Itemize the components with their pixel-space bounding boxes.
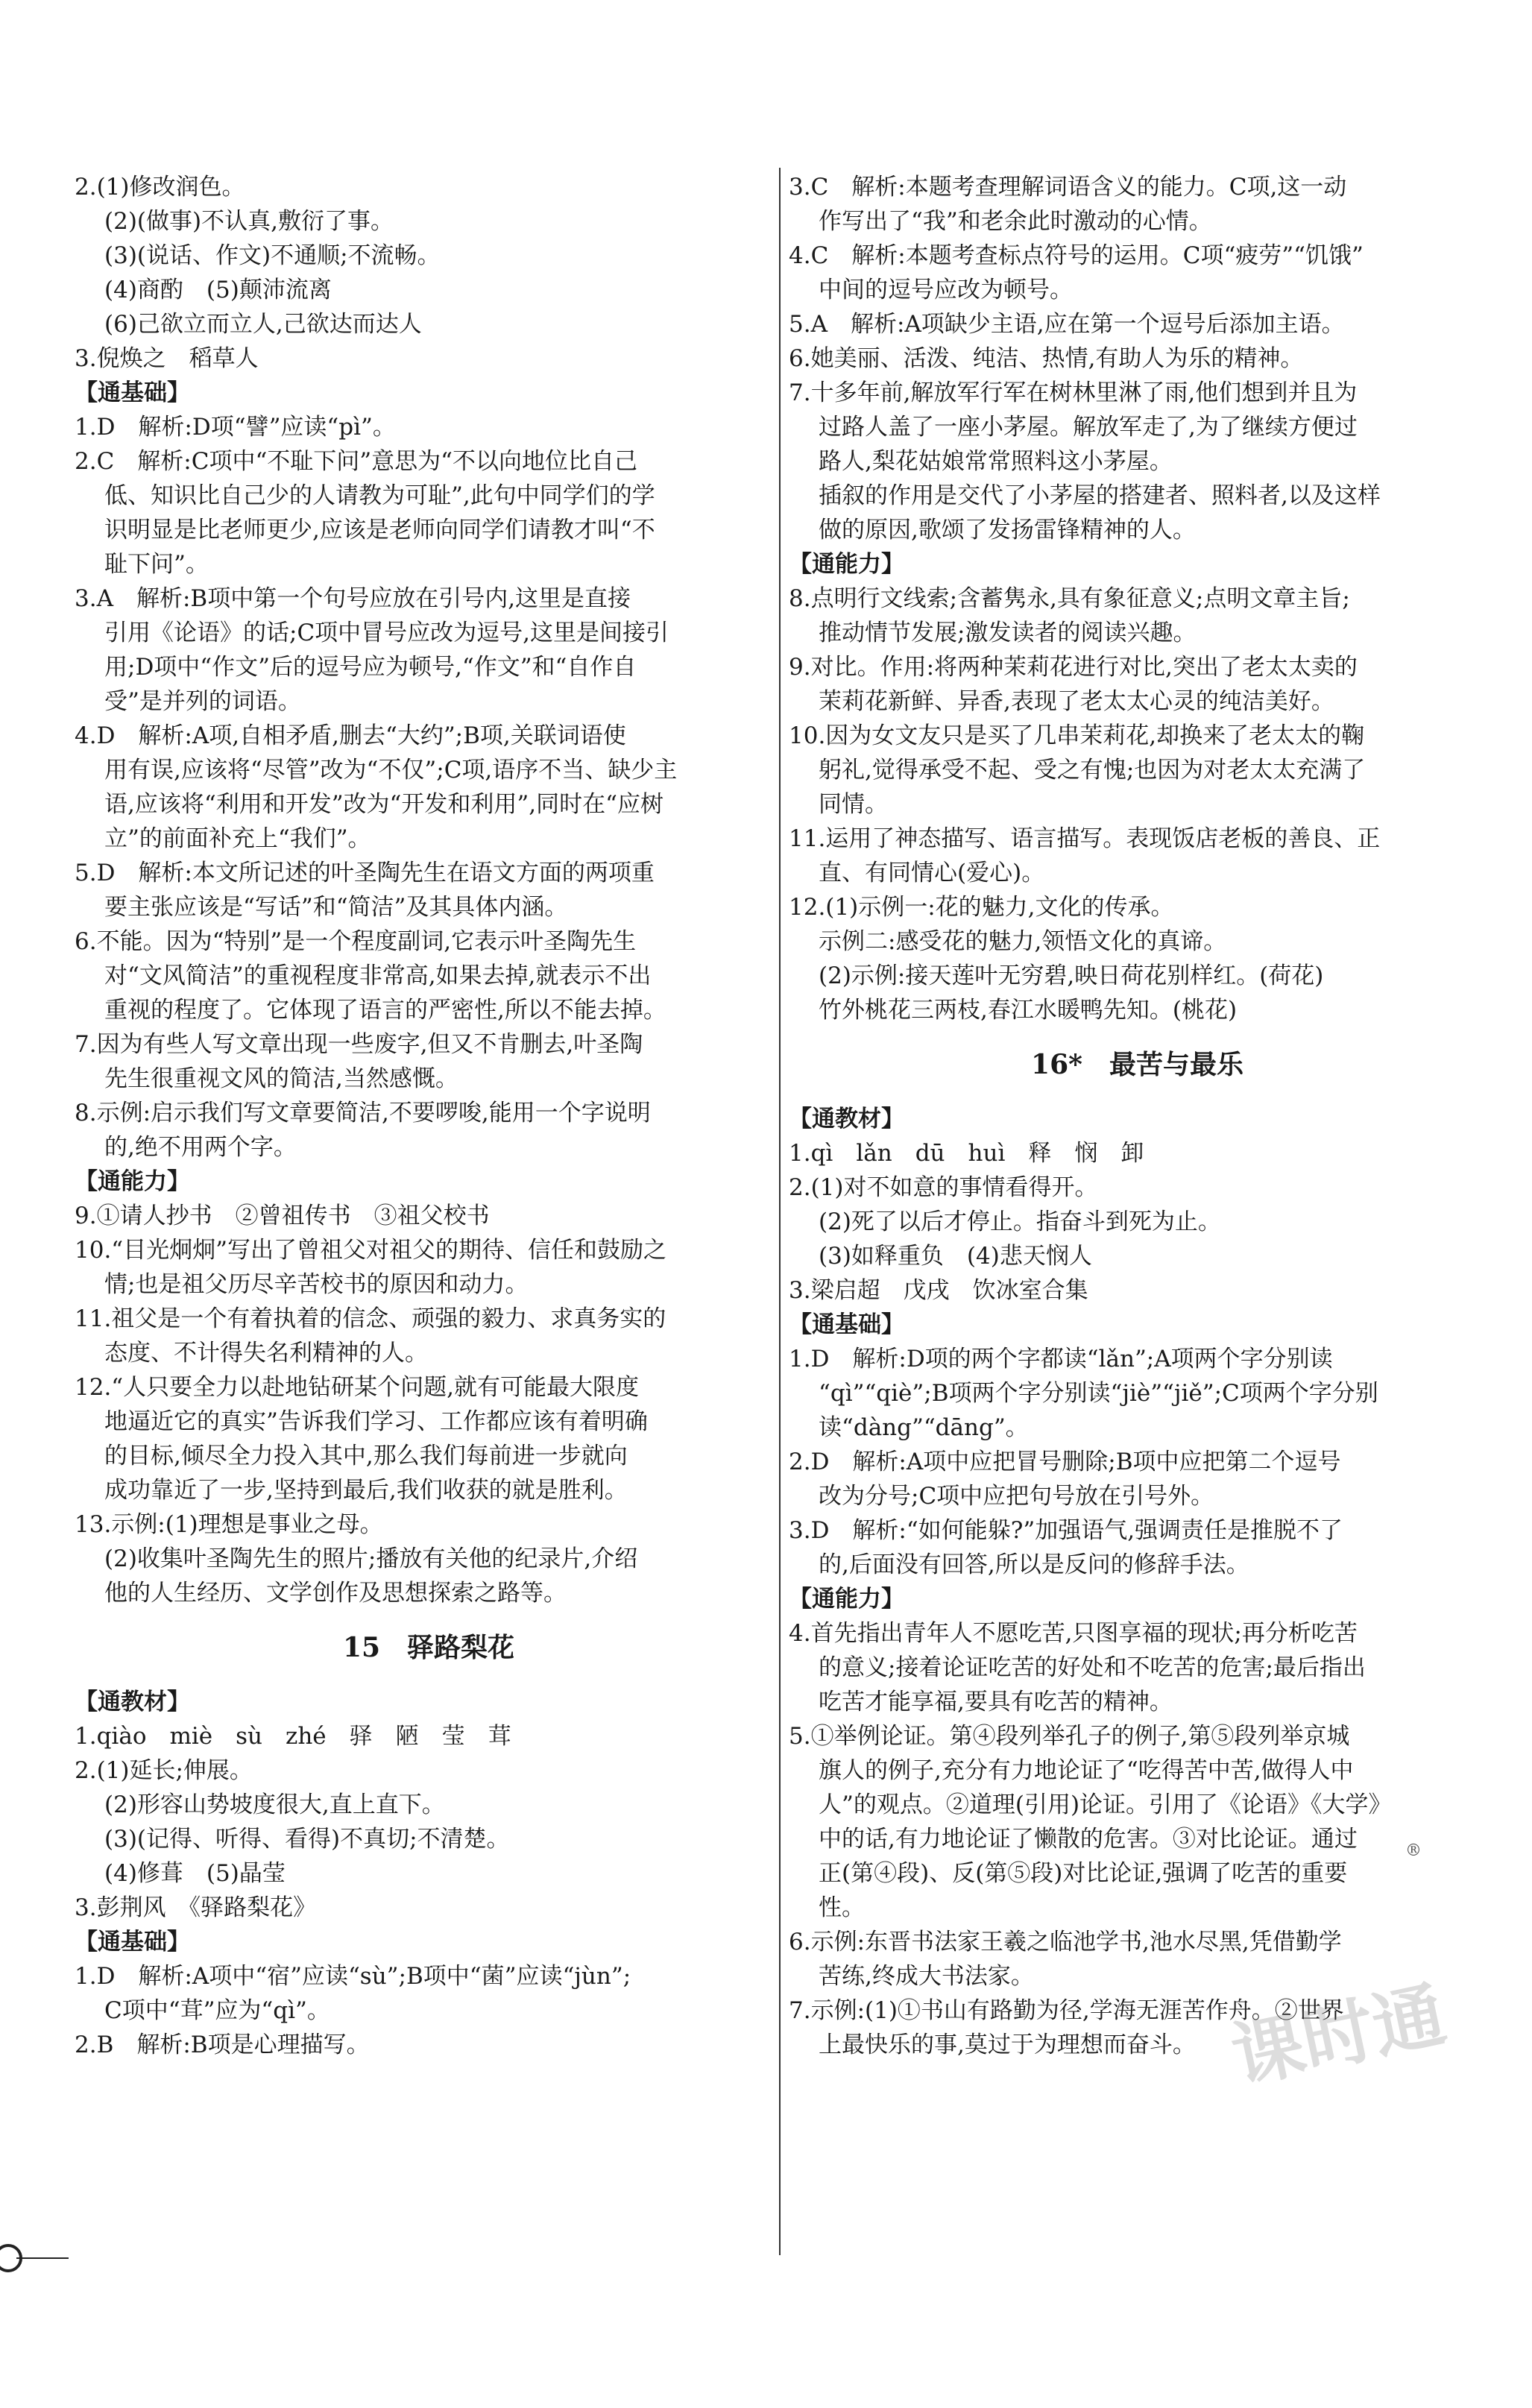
section-heading: 【通能力】 — [789, 551, 904, 578]
answer-line: 1.D 解析:D项的两个字都读“lǎn”;A项两个字分别读 — [789, 1346, 1333, 1372]
answer-line: 4.首先指出青年人不愿吃苦,只图享福的现状;再分析吃苦 — [789, 1620, 1358, 1647]
answer-line: 竹外桃花三两枝,春江水暖鸭先知。(桃花) — [819, 997, 1238, 1024]
answer-line: 用有误,应该将“尽管”改为“不仅”;C项,语序不当、缺少主 — [104, 757, 678, 784]
answer-line: 6.不能。因为“特别”是一个程度副词,它表示叶圣陶先生 — [75, 928, 637, 955]
answer-line: 过路人盖了一座小茅屋。解放军走了,为了继续方便过 — [819, 414, 1358, 441]
answer-line: 引用《论语》的话;C项中冒号应改为逗号,这里是间接引 — [104, 620, 669, 646]
answer-line: 1.D 解析:D项“譬”应读“pì”。 — [75, 414, 396, 441]
answer-line: 3.倪焕之 稻草人 — [75, 345, 259, 372]
section-heading: 【通能力】 — [789, 1586, 904, 1613]
answer-line: 推动情节发展;激发读者的阅读兴趣。 — [819, 620, 1197, 646]
answer-line: 13.示例:(1)理想是事业之母。 — [75, 1511, 383, 1538]
answer-line: 4.D 解析:A项,自相矛盾,删去“大约”;B项,关联词语使 — [75, 722, 626, 749]
answer-line: 做的原因,歌颂了发扬雷锋精神的人。 — [819, 517, 1196, 543]
answer-line: (2)(做事)不认真,敷衍了事。 — [104, 208, 394, 235]
answer-line: 地逼近它的真实”告诉我们学习、工作都应该有着明确 — [104, 1408, 648, 1435]
answer-line: 人”的观点。②道理(引用)论证。引用了《论语》《大学》 — [819, 1791, 1392, 1818]
answer-line: “qì”“qiè”;B项两个字分别读“jiè”“jiě”;C项两个字分别 — [819, 1380, 1378, 1407]
answer-line: 性。 — [819, 1894, 865, 1921]
answer-line: 2.C 解析:C项中“不耻下问”意思为“不以向地位比自己 — [75, 448, 638, 475]
section-heading: 【通基础】 — [789, 1311, 904, 1338]
answer-line: C项中“茸”应为“qì”。 — [104, 1997, 330, 2024]
answer-line: (3)(记得、听得、看得)不真切;不清楚。 — [104, 1826, 510, 1853]
answer-line: (6)己欲立而立人,己欲达而达人 — [104, 311, 422, 338]
answer-line: 3.A 解析:B项中第一个句号应放在引号内,这里是直接 — [75, 585, 631, 612]
answer-line: 6.示例:东晋书法家王羲之临池学书,池水尽黑,凭借勤学 — [789, 1929, 1342, 1955]
answer-line: 的意义;接着论证吃苦的好处和不吃苦的危害;最后指出 — [819, 1654, 1366, 1681]
answer-line: 插叙的作用是交代了小茅屋的搭建者、照料者,以及这样 — [819, 482, 1381, 509]
answer-line: 耻下问”。 — [104, 551, 209, 578]
answer-line: 5.①举例论证。第④段列举孔子的例子,第⑤段列举京城 — [789, 1723, 1350, 1750]
answer-line: 的,后面没有回答,所以是反问的修辞手法。 — [819, 1551, 1249, 1578]
section-title: 15 驿路梨花 — [342, 1632, 515, 1663]
answer-line: 他的人生经历、文学创作及思想探索之路等。 — [104, 1580, 567, 1607]
answer-line: (3)(说话、作文)不通顺;不流畅。 — [104, 242, 441, 269]
answer-line: 中的话,有力地论证了懒散的危害。③对比论证。通过 — [819, 1826, 1358, 1853]
answer-line: 的目标,倾尽全力投入其中,那么我们每前进一步就向 — [104, 1443, 628, 1469]
answer-line: 2.D 解析:A项中应把冒号删除;B项中应把第二个逗号 — [789, 1449, 1341, 1475]
answer-line: 语,应该将“利用和开发”改为“开发和利用”,同时在“应树 — [104, 791, 663, 818]
answer-line: 10.因为女文友只是买了几串茉莉花,却换来了老太太的鞠 — [789, 722, 1365, 749]
answer-line: 2.B 解析:B项是心理描写。 — [75, 2032, 370, 2058]
answer-line: (2)死了以后才停止。指奋斗到死为止。 — [819, 1208, 1221, 1235]
page-corner-line — [16, 2257, 69, 2259]
answer-line: 4.C 解析:本题考查标点符号的运用。C项“疲劳”“饥饿” — [789, 242, 1364, 269]
answer-line: 3.D 解析:“如何能躲?”加强语气,强调责任是推脱不了 — [789, 1517, 1343, 1544]
answer-line: 苦练,终成大书法家。 — [819, 1963, 1034, 1990]
right-column — [789, 170, 1486, 2062]
answer-line: 3.梁启超 戊戌 饮冰室合集 — [789, 1277, 1088, 1304]
answer-line: 7.因为有些人写文章出现一些废字,但又不肯删去,叶圣陶 — [75, 1031, 643, 1058]
answer-line: 躬礼,觉得承受不起、受之有愧;也因为对老太太充满了 — [819, 757, 1366, 784]
answer-line: 7.十多年前,解放军行军在树林里淋了雨,他们想到并且为 — [789, 379, 1358, 406]
answer-line: (2)示例:接天莲叶无穷碧,映日荷花别样红。(荷花) — [819, 962, 1324, 989]
answer-line: 中间的逗号应改为顿号。 — [819, 277, 1073, 303]
registered-mark: ® — [1405, 1841, 1422, 1860]
answer-line: 6.她美丽、活泼、纯洁、热情,有助人为乐的精神。 — [789, 345, 1304, 372]
answer-line: 旗人的例子,充分有力地论证了“吃得苦中苦,做得人中 — [819, 1757, 1354, 1784]
answer-line: 先生很重视文风的简洁,当然感慨。 — [104, 1065, 458, 1092]
answer-line: 7.示例:(1)①书山有路勤为径,学海无涯苦作舟。②世界 — [789, 1997, 1344, 2024]
answer-line: 立”的前面补充上“我们”。 — [104, 825, 371, 852]
answer-line: (3)如释重负 (4)悲天悯人 — [819, 1243, 1092, 1270]
section-heading: 【通基础】 — [75, 379, 190, 406]
section-heading: 【通教材】 — [75, 1689, 190, 1715]
left-column — [75, 170, 783, 2062]
answer-line: 示例二:感受花的魅力,领悟文化的真谛。 — [819, 928, 1227, 955]
answer-line: 1.D 解析:A项中“宿”应读“sù”;B项中“菌”应读“jùn”; — [75, 1963, 631, 1990]
answer-line: 正(第④段)、反(第⑤段)对比论证,强调了吃苦的重要 — [819, 1860, 1348, 1887]
answer-line: 要主张应该是“写话”和“简洁”及其具体内涵。 — [104, 894, 568, 921]
section-heading: 【通教材】 — [789, 1106, 904, 1132]
answer-line: 用;D项中“作文”后的逗号应为顿号,“作文”和“自作自 — [104, 654, 637, 681]
answer-line: 受”是并列的词语。 — [104, 688, 301, 715]
answer-line: 5.D 解析:本文所记述的叶圣陶先生在语文方面的两项重 — [75, 860, 655, 886]
section-heading: 【通能力】 — [75, 1168, 190, 1195]
answer-line: (2)收集叶圣陶先生的照片;播放有关他的纪录片,介绍 — [104, 1545, 638, 1572]
answer-line: 11.运用了神态描写、语言描写。表现饭店老板的善良、正 — [789, 825, 1381, 852]
section-title: 16* 最苦与最乐 — [1031, 1049, 1243, 1080]
answer-line: 吃苦才能享福,要具有吃苦的精神。 — [819, 1689, 1173, 1715]
answer-line: 的,绝不用两个字。 — [104, 1134, 297, 1161]
section-heading: 【通基础】 — [75, 1929, 190, 1955]
answer-line: (4)商酌 (5)颠沛流离 — [104, 277, 332, 303]
answer-line: 上最快乐的事,莫过于为理想而奋斗。 — [819, 2032, 1196, 2058]
answer-line: 作写出了“我”和老余此时激动的心情。 — [819, 208, 1212, 235]
answer-line: 5.A 解析:A项缺少主语,应在第一个逗号后添加主语。 — [789, 311, 1345, 338]
answer-line: 读“dàng”“dāng”。 — [819, 1414, 1029, 1441]
answer-line: 12.“人只要全力以赴地钻研某个问题,就有可能最大限度 — [75, 1374, 640, 1401]
answer-line: 1.qì lǎn dū huì 释 悯 卸 — [789, 1140, 1144, 1167]
answer-line: 低、知识比自己少的人请教为可耻”,此句中同学们的学 — [104, 482, 655, 509]
answer-line: 2.(1)延长;伸展。 — [75, 1757, 253, 1784]
answer-line: 情;也是祖父历尽辛苦校书的原因和动力。 — [104, 1271, 529, 1298]
answer-line: 3.C 解析:本题考查理解词语含义的能力。C项,这一动 — [789, 174, 1347, 201]
watermark: 课时通 — [1224, 1972, 1453, 2099]
answer-line: 1.qiào miè sù zhé 驿 陋 莹 茸 — [75, 1723, 511, 1750]
answer-line: (4)修葺 (5)晶莹 — [104, 1860, 286, 1887]
answer-line: 10.“目光炯炯”写出了曾祖父对祖父的期待、信任和鼓励之 — [75, 1237, 666, 1264]
answer-line: 茉莉花新鲜、异香,表现了老太太心灵的纯洁美好。 — [819, 688, 1334, 715]
answer-line: 12.(1)示例一:花的魅力,文化的传承。 — [789, 894, 1174, 921]
answer-line: 成功靠近了一步,坚持到最后,我们收获的就是胜利。 — [104, 1477, 628, 1504]
answer-line: 8.点明行文线索;含蓄隽永,具有象征意义;点明文章主旨; — [789, 585, 1350, 612]
answer-line: 态度、不计得失名利精神的人。 — [104, 1340, 428, 1367]
answer-line: 11.祖父是一个有着执着的信念、顽强的毅力、求真务实的 — [75, 1305, 666, 1332]
answer-line: 直、有同情心(爱心)。 — [819, 860, 1045, 886]
answer-line: 改为分号;C项中应把句号放在引号外。 — [819, 1483, 1214, 1510]
answer-line: (2)形容山势坡度很大,直上直下。 — [104, 1791, 445, 1818]
answer-line: 识明显是比老师更少,应该是老师向同学们请教才叫“不 — [104, 517, 655, 543]
answer-line: 重视的程度了。它体现了语言的严密性,所以不能去掉。 — [104, 997, 666, 1024]
page-corner-mark — [0, 2244, 60, 2274]
answer-line: 2.(1)修改润色。 — [75, 174, 245, 201]
answer-line: 9.对比。作用:将两种茉莉花进行对比,突出了老太太卖的 — [789, 654, 1358, 681]
answer-line: 3.彭荆风 《驿路梨花》 — [75, 1894, 317, 1921]
answer-line: 路人,梨花姑娘常常照料这小茅屋。 — [819, 448, 1173, 475]
answer-line: 同情。 — [819, 791, 888, 818]
answer-line: 9.①请人抄书 ②曾祖传书 ③祖父校书 — [75, 1203, 490, 1229]
answer-line: 2.(1)对不如意的事情看得开。 — [789, 1174, 1098, 1201]
answer-line: 8.示例:启示我们写文章要简洁,不要啰唆,能用一个字说明 — [75, 1100, 651, 1126]
answer-line: 对“文风简洁”的重视程度非常高,如果去掉,就表示不出 — [104, 962, 652, 989]
